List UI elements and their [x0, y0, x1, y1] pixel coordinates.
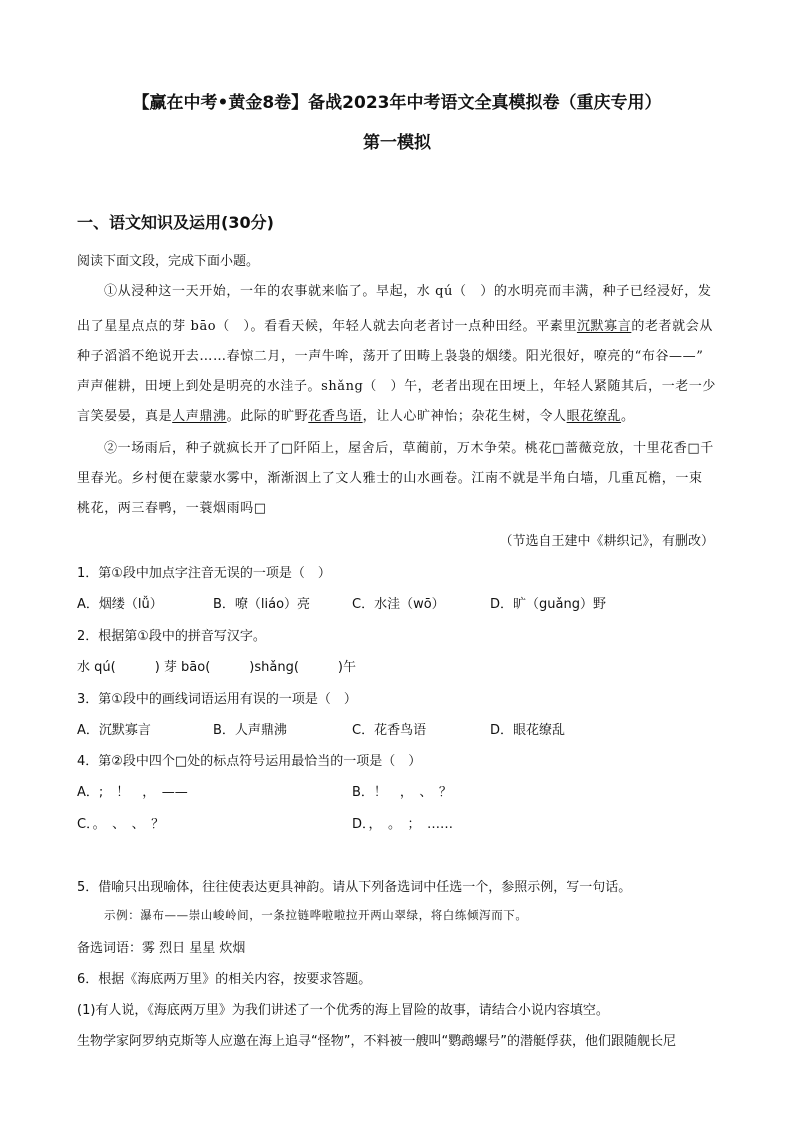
passage2-line3: 桃花，两三春鸭，一蓑烟雨吗□ — [77, 501, 267, 516]
question-6-sub-1: (1)有人说，《海底两万里》为我们讲述了一个优秀的海上冒险的故事，请结合小说内容填空。 — [77, 1003, 609, 1018]
question-5-word-list: 备选词语：雾 烈日 星星 炊烟 — [77, 941, 246, 956]
passage1-line5-c: ，让人心旷神怡；杂花生树，令人 — [362, 409, 567, 424]
question-3-option-b[interactable]: B．人声鼎沸 — [213, 723, 287, 738]
underlined-term-1: 沉默寡言 — [576, 319, 632, 334]
passage1-line3: 种子滔滔不绝说开去……春惊二月，一声牛哞，荡开了田畴上袅袅的烟缕。阳光很好，嘹亮的“布谷——” — [77, 349, 704, 364]
question-1-option-c[interactable]: C．水洼（wō） — [352, 597, 445, 612]
passage1-line5 — [77, 405, 635, 424]
question-6-sub-1-text: 生物学家阿罗纳克斯等人应邀在海上追寻“怪物”，不料被一艘叫“鹦鹉螺号”的潜艇俘获，他们跟随舰长尼 — [77, 1034, 676, 1049]
passage-source: （节选自王建中《耕织记》，有删改） — [499, 534, 714, 549]
question-5-stem: 5．借喻只出现喻体，往往使表达更具神韵。请从下列备选词中任选一个，参照示例，写一句话。 — [77, 880, 632, 895]
passage1-line1: ①从浸种这一天开始，一年的农事就来临了。早起，水 qú（ ）的水明亮而丰满，种子已经浸好，发 — [104, 284, 712, 299]
question-4-option-d[interactable]: D．， 。 ； …… — [352, 817, 454, 832]
passage2-line1: ②一场雨后，种子就疯长开了□阡陌上，屋舍后，草蔺前，万木争荣。桃花□蔷薇竞放，十里花香□千 — [104, 441, 714, 456]
question-6-stem: 6．根据《海底两万里》的相关内容，按要求答题。 — [77, 972, 372, 987]
passage1-line2-text: 出了星星点点的芽 bāo（ ）。看看天候，年轻人就去向老者讨一点种田经。平素里 — [77, 319, 577, 334]
question-5-example: 示例：瀑布——崇山峻岭间，一条拉链哗啦啦拉开两山翠绿，将白练倾泻而下。 — [104, 908, 528, 922]
passage1-line5-b: 。此际的旷野 — [226, 409, 309, 424]
reading-instruction: 阅读下面文段，完成下面小题。 — [77, 254, 260, 269]
question-3-stem: 3．第①段中的画线词语运用有误的一项是（ ） — [77, 692, 357, 707]
question-4-stem: 4．第②段中四个□处的标点符号运用最恰当的一项是（ ） — [77, 754, 422, 769]
question-1-option-b[interactable]: B．嘹（liáo）亮 — [213, 597, 311, 612]
underlined-term-4: 眼花缭乱 — [566, 409, 622, 424]
question-2-fill-blanks[interactable]: 水 qú( ) 芽 bāo( )shǎng( )午 — [77, 660, 356, 675]
passage1-line2-end: 的老者就会从 — [631, 319, 713, 334]
passage1-line5-d: 。 — [621, 409, 635, 424]
question-1-stem: 1．第①段中加点字注音无误的一项是（ ） — [77, 566, 331, 581]
question-4-option-c[interactable]: C．。 、 、 ？ — [77, 817, 165, 832]
question-3-option-d[interactable]: D．眼花缭乱 — [490, 723, 566, 738]
passage1-line5-a: 言笑晏晏，真是 — [77, 409, 173, 424]
underlined-term-2: 人声鼎沸 — [172, 409, 227, 424]
underlined-term-3: 花香鸟语 — [308, 409, 363, 424]
document-title: 【赢在中考•黄金8卷】备战2023年中考语文全真模拟卷（重庆专用） — [132, 93, 662, 113]
passage2-line2: 里春光。乡村便在蒙蒙水雾中，渐渐洇上了文人雅士的山水画卷。江南不就是半角白墙，几重瓦檐，一束 — [77, 471, 703, 486]
question-1-option-a[interactable]: A．烟缕（lǚ） — [77, 597, 163, 612]
question-3-option-c[interactable]: C．花香鸟语 — [352, 723, 427, 738]
section-heading: 一、语文知识及运用(30分) — [77, 213, 274, 232]
question-1-option-d[interactable]: D．旷（guǎng）野 — [490, 597, 606, 612]
question-4-option-a[interactable]: A．; ！ ， —— — [77, 785, 188, 800]
document-subtitle: 第一模拟 — [363, 133, 431, 153]
question-4-option-b[interactable]: B．！ ， 、 ？ — [352, 785, 452, 800]
passage1-line4: 声声催耕，田埂上到处是明亮的水洼子。shǎng（ ）午，老者出现在田埂上，年轻人紧随其后，一老一少 — [77, 379, 716, 394]
question-2-stem: 2．根据第①段中的拼音写汉字。 — [77, 629, 266, 644]
question-3-option-a[interactable]: A．沉默寡言 — [77, 723, 151, 738]
passage1-line2 — [77, 315, 713, 334]
